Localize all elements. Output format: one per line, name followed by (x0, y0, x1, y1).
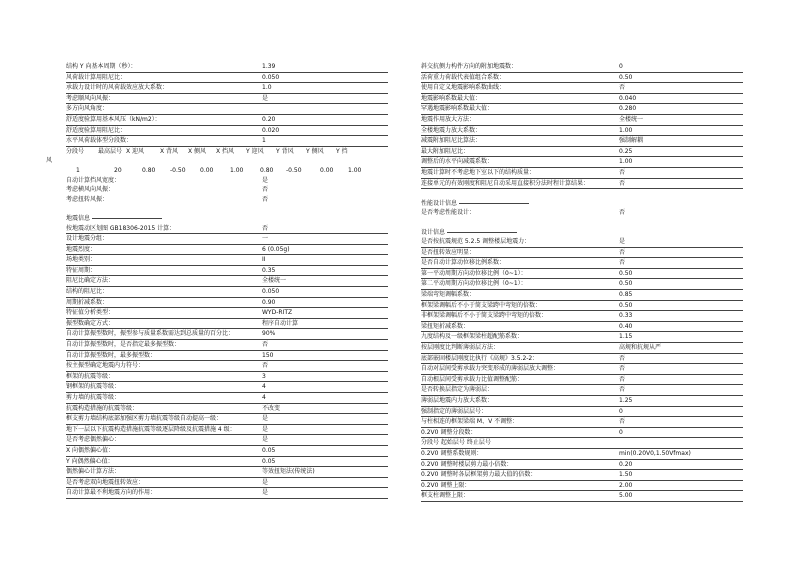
param-label: 按主振型确定地震内力符号： (66, 362, 145, 370)
param-row (421, 364, 743, 375)
param-row (421, 311, 743, 322)
param-row (66, 382, 388, 393)
param-label: 非框架梁调幅后不小于简支梁跨中弯矩的倍数： (421, 312, 548, 320)
param-row (66, 425, 388, 436)
param-row (66, 467, 388, 478)
param-row (421, 208, 743, 218)
param-label: 是否自动计算动位移比例系数： (421, 259, 506, 267)
param-row (421, 460, 743, 471)
param-row (421, 343, 743, 354)
wind-value-cell: 1 (76, 166, 80, 174)
param-label: 舒适度验算用基本风压（kN/m2）： (66, 115, 161, 123)
section-title (66, 214, 388, 224)
param-label: 九度结构及一级框架梁柱超配筋系数： (421, 333, 524, 341)
param-row (66, 457, 388, 468)
param-label: 振型数确定方式： (66, 319, 115, 327)
param-value: 否 (619, 168, 626, 176)
wind-value-cell: 0.00 (320, 166, 334, 174)
param-value: 0.35 (262, 266, 276, 274)
param-label: 自动计算振型数时，振型参与质量系数需达到总质量的百分比： (66, 330, 235, 338)
param-label: 周期折减系数： (66, 298, 109, 306)
param-value: 1.15 (619, 333, 633, 341)
param-label: 强制指定的薄弱层层号： (421, 407, 488, 415)
param-label: 自动计算振型数时，是否指定最多振型数： (66, 341, 181, 349)
param-label: 地下一层以下抗震构造措施抗震等级逐层降级及抗震措施 4 级： (66, 425, 236, 433)
param-label: 地震影响系数最大值： (421, 94, 482, 102)
param-row (421, 168, 743, 179)
param-label: 与柱相连的框架梁端 M、V 不调整： (421, 418, 519, 426)
param-label: 0.2V0 调整时各层框架剪力最大值的倍数： (421, 471, 537, 479)
param-row (421, 115, 743, 126)
param-value: 0 (619, 407, 623, 415)
wind-header-cell: 最高层号 (98, 147, 123, 155)
param-value: 否 (619, 179, 626, 187)
param-label: 地震作用放大方法： (421, 115, 476, 123)
param-label: 考虑扭转风振： (66, 195, 109, 203)
param-value: 1 (262, 137, 266, 145)
param-value: 1.0 (262, 84, 272, 92)
param-label: 框架梁调幅后不小于简支梁跨中弯矩的倍数： (421, 301, 542, 309)
param-label: 按地震动区划图 GB18306-2015 计算： (66, 224, 176, 232)
param-row (421, 491, 743, 502)
section-underline (459, 203, 529, 204)
param-row (66, 126, 388, 137)
param-value: 否 (619, 209, 626, 217)
param-row (421, 136, 743, 147)
section-title (421, 199, 743, 209)
param-label: 自动对层间受剪承载力突变形成的薄弱层放大调整： (421, 365, 560, 373)
param-row (66, 195, 388, 205)
param-label: 梁端弯矩调幅系数： (421, 291, 476, 299)
param-label: 底部嵌固楼层刚度比执行《高规》3.5.2-2： (421, 354, 539, 362)
param-label: 自动计算振型数时，最多振型数： (66, 351, 157, 359)
wind-header-cell: 分段号 (66, 147, 85, 155)
param-row (421, 290, 743, 301)
param-label: 水平风荷载体型分段数： (66, 137, 133, 145)
param-row (421, 301, 743, 312)
param-row (421, 147, 743, 158)
wind-header-cell: X 挡风 (216, 147, 235, 155)
param-label: 设计地震分组： (66, 235, 109, 243)
param-label: 按层刚度比判断薄弱层方法： (421, 344, 500, 352)
param-value: 2.00 (619, 481, 633, 489)
param-row (421, 481, 743, 492)
param-row (421, 237, 743, 248)
param-value: 0.40 (619, 322, 633, 330)
wind-value-cell: 0.00 (200, 166, 214, 174)
param-label: 罕遇地震影响系数最大值： (421, 105, 494, 113)
param-value: 0 (619, 428, 623, 436)
param-row (66, 94, 388, 105)
param-label: 结构 Y 向基本周期（秒）： (66, 63, 137, 70)
spacer (421, 189, 743, 199)
param-row (421, 470, 743, 481)
param-row (66, 414, 388, 425)
param-row (421, 354, 743, 365)
param-value: 否 (619, 354, 626, 362)
param-label: 特征周期： (66, 266, 97, 274)
param-value: 不改变 (262, 404, 281, 412)
param-value: min(0.20V0,1.50Vfmax) (619, 449, 691, 457)
param-row (66, 83, 388, 94)
param-label: 舒适度验算用阻尼比： (66, 126, 127, 134)
section-title-text: 设计信息 (421, 228, 446, 236)
param-label: 连接单元的有效刚度和阻尼自动采用直接积分法时程计算结果： (421, 179, 590, 187)
param-label: 第二平动周期方向动位移比例（0~1）： (421, 280, 527, 288)
param-label: 地震计算时不考虑地下室以下的结构质量： (421, 168, 536, 176)
param-value: 0.50 (619, 301, 633, 309)
param-value: 0.20 (262, 115, 276, 123)
param-row (66, 185, 388, 195)
param-row (66, 104, 388, 115)
param-row (421, 104, 743, 115)
param-label: 考虑顺风向风振： (66, 94, 115, 102)
param-row (66, 361, 388, 372)
wind-header-cell: Y 挡 (336, 147, 348, 155)
param-row (421, 94, 743, 105)
param-row (66, 435, 388, 446)
param-value: 90% (262, 330, 276, 338)
param-value: 是 (262, 415, 269, 423)
param-label: 活荷重力荷载代表值组合系数： (421, 73, 506, 81)
param-label: 剪力墙的抗震等级： (66, 394, 121, 401)
param-row (421, 407, 743, 418)
param-value: 0.280 (619, 105, 637, 113)
param-value: 0.50 (619, 269, 633, 277)
param-value: 0 (619, 63, 623, 70)
param-row (66, 62, 388, 73)
param-value: 程序自动计算 (262, 319, 299, 327)
param-label: 框支柱调整上限： (421, 492, 470, 500)
param-label: 钢框架的抗震等级： (66, 383, 121, 391)
wind-header-cell: Y 背风 (276, 147, 294, 155)
param-row (66, 478, 388, 489)
param-value: 5.00 (619, 492, 633, 500)
param-row (421, 126, 743, 137)
wind-value-cell: -0.50 (170, 166, 186, 174)
param-row (66, 224, 388, 235)
param-value: 6 (0.05g) (262, 245, 290, 253)
param-label: 多方向风角度： (66, 105, 109, 113)
param-value: 0.040 (619, 94, 637, 102)
param-value: 是 (262, 478, 269, 486)
param-value: 否 (619, 418, 626, 426)
param-value: 0.050 (262, 73, 280, 81)
param-row (421, 248, 743, 259)
param-row (66, 298, 388, 309)
param-label: 0.2V0 调整分段数： (421, 428, 477, 436)
param-value: 4 (262, 394, 266, 401)
wind-header-cell: X 侧风 (188, 147, 207, 155)
param-row (421, 322, 743, 333)
param-row (421, 428, 743, 439)
param-value: 否 (619, 365, 626, 373)
wind-header-cell: X 迎风 (126, 147, 145, 155)
param-label: 是否按抗震规范 5.2.5 调整楼层地震力： (421, 238, 531, 246)
param-row (66, 255, 388, 266)
wind-header-tail-row (46, 156, 388, 166)
param-label: 风荷载计算用阻尼比： (66, 73, 127, 81)
right-column (421, 62, 743, 502)
param-value: 0.50 (619, 73, 633, 81)
wind-header-cell: Y 迎风 (246, 147, 264, 155)
spacer (421, 218, 743, 228)
param-row (421, 179, 743, 190)
wind-value-cell: 20 (114, 166, 122, 174)
wind-value-cell: 1.00 (348, 166, 362, 174)
param-row (66, 136, 388, 147)
param-row (421, 385, 743, 396)
wind-header-cell: X 背风 (160, 147, 179, 155)
param-value: 0.85 (619, 291, 633, 299)
param-value: 1.50 (619, 471, 633, 479)
param-row (66, 234, 388, 245)
param-value: 强制解耦 (619, 137, 644, 145)
param-label: 框架的抗震等级： (66, 372, 115, 380)
param-label: Y 向偶然偏心值： (66, 457, 114, 465)
param-label: 调整后的水平向减震系数： (421, 158, 494, 166)
section-title (421, 228, 743, 238)
param-label: 考虑横风向风振： (66, 186, 115, 194)
param-value: 是 (619, 238, 626, 246)
param-label: 使用自定义地震影响系数曲线： (421, 84, 506, 92)
wind-value-cell: -0.50 (286, 166, 302, 174)
section-title-text: 性能设计信息 (421, 199, 458, 207)
param-label: 第一平动周期方向动位移比例（0~1）： (421, 269, 527, 277)
param-label: 斜交抗侧力构件方向的附加地震数： (421, 63, 518, 70)
wind-value-cell: 1.00 (230, 166, 244, 174)
param-row (421, 73, 743, 84)
param-label: 0.2V0 调整系数规则： (421, 449, 483, 457)
param-label: 最大附加阻尼比： (421, 147, 470, 155)
param-value: 全楼统一 (619, 115, 644, 123)
param-label: 地震烈度： (66, 245, 97, 253)
param-row (66, 488, 388, 499)
param-value: WYD-RITZ (262, 309, 293, 317)
param-value: 全楼统一 (262, 277, 287, 285)
param-label: 自动根层间受剪承载力比值调整配筋： (421, 375, 524, 383)
param-value: 一 (262, 235, 269, 243)
param-value: 0.05 (262, 457, 276, 465)
wind-table-values (66, 166, 388, 176)
param-value: 1.25 (619, 397, 633, 404)
param-value: 否 (619, 84, 626, 92)
param-row (66, 266, 388, 277)
param-value: 否 (619, 386, 626, 394)
param-row (66, 319, 388, 330)
param-label: 薄弱层地震内力放大系数： (421, 397, 494, 404)
param-label: 减震附加阻尼比算法： (421, 137, 482, 145)
param-value: 否 (262, 195, 269, 203)
param-value: 否 (262, 224, 269, 232)
param-label: 是否转换层指定为薄弱层： (421, 386, 494, 394)
left-column (46, 62, 388, 499)
param-row (421, 83, 743, 94)
param-row (66, 372, 388, 383)
param-row (421, 279, 743, 290)
param-row (421, 62, 743, 73)
param-value: 高规和抗规从严 (619, 344, 662, 352)
param-value: 150 (262, 351, 274, 359)
wind-table-header (66, 147, 388, 157)
param-label: 特征值分析类型： (66, 309, 115, 317)
param-value: 4 (262, 383, 266, 391)
param-label: 自动计算挡风宽度： (66, 176, 121, 184)
param-value: 0.050 (262, 288, 280, 296)
param-label: 全楼地震力放大系数： (421, 126, 482, 134)
param-value: 1.39 (262, 63, 276, 70)
wind-value-cell: 0.80 (260, 166, 274, 174)
param-label: 框支剪力墙结构底部加强区剪力墙抗震等级自动提高一级： (66, 415, 223, 423)
param-row (421, 375, 743, 386)
param-label: 偶然偏心计算方法： (66, 468, 121, 476)
param-label: 是否考虑双向地震扭转效应： (66, 478, 145, 486)
param-row (66, 393, 388, 404)
param-row (66, 446, 388, 457)
param-label: 阻尼比确定方法： (66, 277, 115, 285)
param-value: 是 (262, 436, 269, 444)
param-value: 是 (262, 489, 269, 497)
param-label: 承载力设计时的风荷载效应放大系数： (66, 84, 169, 92)
param-row (66, 340, 388, 351)
param-value: 3 (262, 372, 266, 380)
param-row (66, 287, 388, 298)
param-row (421, 449, 743, 460)
param-row (421, 332, 743, 343)
param-label: X 向偶然偏心值： (66, 446, 115, 454)
param-row (66, 329, 388, 340)
param-value: 0.50 (619, 280, 633, 288)
param-value: 0.020 (262, 126, 280, 134)
param-label: 梁扭矩折减系数： (421, 322, 470, 330)
param-value: 0.33 (619, 312, 633, 320)
param-row (421, 417, 743, 428)
param-row (421, 396, 743, 407)
param-value: 否 (619, 375, 626, 383)
param-value: 1.00 (619, 126, 633, 134)
param-value: 是 (262, 425, 269, 433)
param-value: 等效扭矩法(传统法) (262, 468, 315, 476)
wind-header-cell: Y 侧风 (306, 147, 324, 155)
param-label: 0.2V0 调整上限： (421, 481, 471, 489)
param-label: 是否考虑性能设计： (421, 209, 476, 217)
section-underline (447, 232, 517, 233)
param-value: 是 (262, 176, 269, 184)
param-label: 结构的阻尼比： (66, 288, 109, 296)
param-label: 是否扭转效应明显： (421, 248, 476, 256)
param-label: 分段号 起始层号 终止层号 (421, 439, 491, 447)
param-label: 自动计算最不利地震方向的作用： (66, 489, 157, 497)
wind-header-tail: 风 (46, 157, 53, 165)
param-value: 否 (619, 248, 626, 256)
param-label: 0.2V0 调整时楼层剪力最小倍数： (421, 460, 513, 468)
section-underline (92, 218, 162, 219)
param-value: 否 (262, 341, 269, 349)
param-label: 场地类别： (66, 256, 97, 264)
param-value: 否 (619, 259, 626, 267)
param-row (66, 351, 388, 362)
param-value: 0.05 (262, 446, 276, 454)
param-value: 是 (262, 94, 269, 102)
section-title-text: 地震信息 (66, 214, 91, 222)
param-row (66, 115, 388, 126)
param-value: 0.25 (619, 147, 633, 155)
param-value: 1.00 (619, 158, 633, 166)
param-label: 抗震构造措施的抗震等级： (66, 404, 139, 412)
param-row (421, 157, 743, 168)
param-row (66, 73, 388, 84)
param-row (66, 404, 388, 415)
wind-value-cell: 0.80 (142, 166, 156, 174)
param-row (421, 258, 743, 269)
param-row (421, 269, 743, 280)
param-row (66, 276, 388, 287)
param-row (66, 176, 388, 186)
param-row (421, 438, 743, 449)
param-value: 0.90 (262, 298, 276, 306)
param-value: 否 (262, 362, 269, 370)
param-value: 0.20 (619, 460, 633, 468)
param-value: II (262, 256, 266, 264)
param-row (66, 308, 388, 319)
spacer (66, 204, 388, 214)
param-label: 是否考虑偶然偏心： (66, 436, 121, 444)
param-row (66, 245, 388, 256)
param-value: 否 (262, 186, 269, 194)
